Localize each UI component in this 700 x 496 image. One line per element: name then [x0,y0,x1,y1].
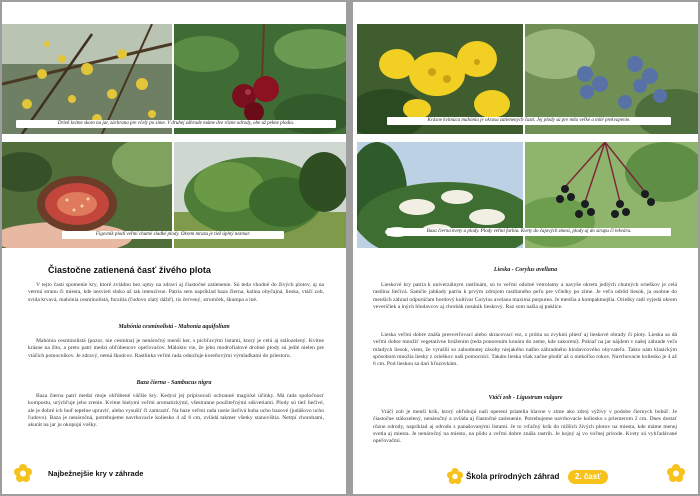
elder-heading: Baza čierna - Sambucus nigra [136,380,212,386]
mahonia-heading: Mahónia cesmínolistá - Mahonia aquifolium [118,324,230,330]
photo-caption-mahonia: Krásne kvitnúca mahónia je okrasa zatienených častí. Jej plody sú pre mňa veľké a milé prekvapenie. [387,117,671,125]
privet-heading: Vtáčí zob - Ligustrum vulgare [488,395,563,401]
flower-icon [14,464,32,482]
elder-paragraph: Baza čierna patrí medzi moje obľúbené väčšie kry. Kedysi jej pripisovali ochranné magické účinky. Má rada spoločnosť kompostu, urýchľuje jeho zrenie. Kvitne bielymi veľmi aromatickými, všestranne použiteľnými súkvetiami. Plody sú tiež liečivé, ale je dobré ich buď tepelne upraviť, alebo vysušiť či zamraziť. Na baze veľmi rada rastie liečivá huba ucho bazové (judášovo ucho ľudovo). Baza je nenáročná, potrebujeme navrhovacie koliesko 4 až 6 cm, zvládá takmer všetky stanovištia. Netrpí chorobami, akurát na jar ju okupujú vošky. [28,393,324,429]
mahonia-paragraph: Mahónia cesmínolistá (pozor, nie cesmína) je nenáročný menší ker, s pichľavými listami, ktorý je celú aj stálozelený. Kvitne krásne na žlto, a preto patrí medzi obľúbencov opeľovačov. Málokto vie, že jeho modrofialové drobné plody sú jedlé nielen pre vtáčích pomocníkov. Je zdravý, nemá škodcov. Rastlinka veľmi rada odnožuje koreňovými výmladkami do priestoru. [28,338,324,359]
hazel-paragraph-2: Lieska veľmi dobre znáša presvetľovací alebo skracovací rez, z prútia sa zvyknú pliesť aj lieskové obrady či ploty. Lieska sa dá veľmi dobre množiť vegetatívne hrúžením (teda ponorením konára do zeme, kde zakorení). Pokiaľ na jar nájdem v našej záhrade veľa mladých liesok, viem, že vyrašili so zabudnutej zásoby niejakého našho záhradného hlodavcového obyvateľa. Takto nám klasickým spôsobom množia liesky z orieškov naši pomocníci. Takáto lieska však začne plodiť až o niekoľko rokov. Navrhovacie koliesko je 4 až 6 cm. Pod lieskou sa darí hľuzovkám. [373,332,677,368]
footer-title: Najbežnejšie kry v záhrade [48,469,144,478]
photo-caption-fig: Figovník plodí veľmi chutné sladké plody. Okrem mrazu je tiež úplný nezmar. [62,231,284,239]
dogwood-fruits-photo [174,24,346,134]
intro-paragraph: V tejto časti spomenie kry, ktoré zvládnu bez ujmy na zdraví aj čiastočné zatienenie. Sú teda vhodné do živých plotov, aj na vetrnú stranu či miesta, kde nesvieti slnko až tak intenzívne. Patria sem napríklad baza čierna, kalina obyčajná, lieska, vtáčí zob, svída krvavá, mahónia cesmínolistá, forzítia (ľudovo zlatý dážď), tis červený, stromček, škumpa a iné. [28,282,324,303]
flower-icon [667,464,685,482]
photo-caption-dogwood: Drieň kvitne skoro na jar, záchrana pre včely po zime. V druhej záhrade máme dve rôzne odrody, obe už pekne plodia. [16,120,336,128]
hazel-heading: Lieska - Corylus avellana [493,267,558,273]
hazel-paragraph-1: Lieskové kry patria k univerzálnym rastlinám, sú to veľmi odolné vetrolamy a navyše okrem jedlých chutných orieškov je celá rastlina liečivá. Samčie jahňady patria k prvým zdrojom rastlinného peľu pre včielky po zime. Je veľa odrôd liesok, ja osobne do menších záhrad odporúčam bordový kultivar Corylus avelana maxima purpurea. Je menšia a kompaktnejšia. Oriešky radi vyjedá okrem veveričiek a iných hlodavcov aj chrobák nosánik lieskový. Raz som našla aj puklice. [373,282,677,310]
privet-paragraph: Vtáčí zob je menší krík, ktorý obľubujú naši operení priatelia hlavne v zime ako zdroj výživy v podobe čiernych bobúľ. Je čiastočne stálozelený, nenáročný a zvláda aj čiastočné zatienenie. Potrebujeme navrhovacie koliesko s priemerom 2 cm. Dnes dostať rôzne odrody, napríklad aj odrodu s panašovanými listami. Je to vďačný krík do nižších živých plotov na miesta, kde máme menej svetla aj miesta. Je nenáročný na miesto, na pôdu a veľmi dobre znáša rastrih. Je hojný aj vo voľnej prírode. Kvety sú vyhľadávané opeľovačmi. [373,409,677,445]
brand-flower-icon [447,468,463,484]
photo-caption-elder: Baza čierna kvety a plody. Plody veľmi farbia. Kvety do čajových zmesí, plody aj do sirupu či lekváru. [387,228,671,236]
left-page [2,2,346,494]
right-page [353,2,698,494]
footer-brand: Škola prírodných záhrad [466,472,560,481]
dogwood-flowers-photo [2,24,172,134]
part-badge: 2. časť [568,470,608,484]
section-title: Čiastočne zatienená časť živého plota [48,265,211,275]
